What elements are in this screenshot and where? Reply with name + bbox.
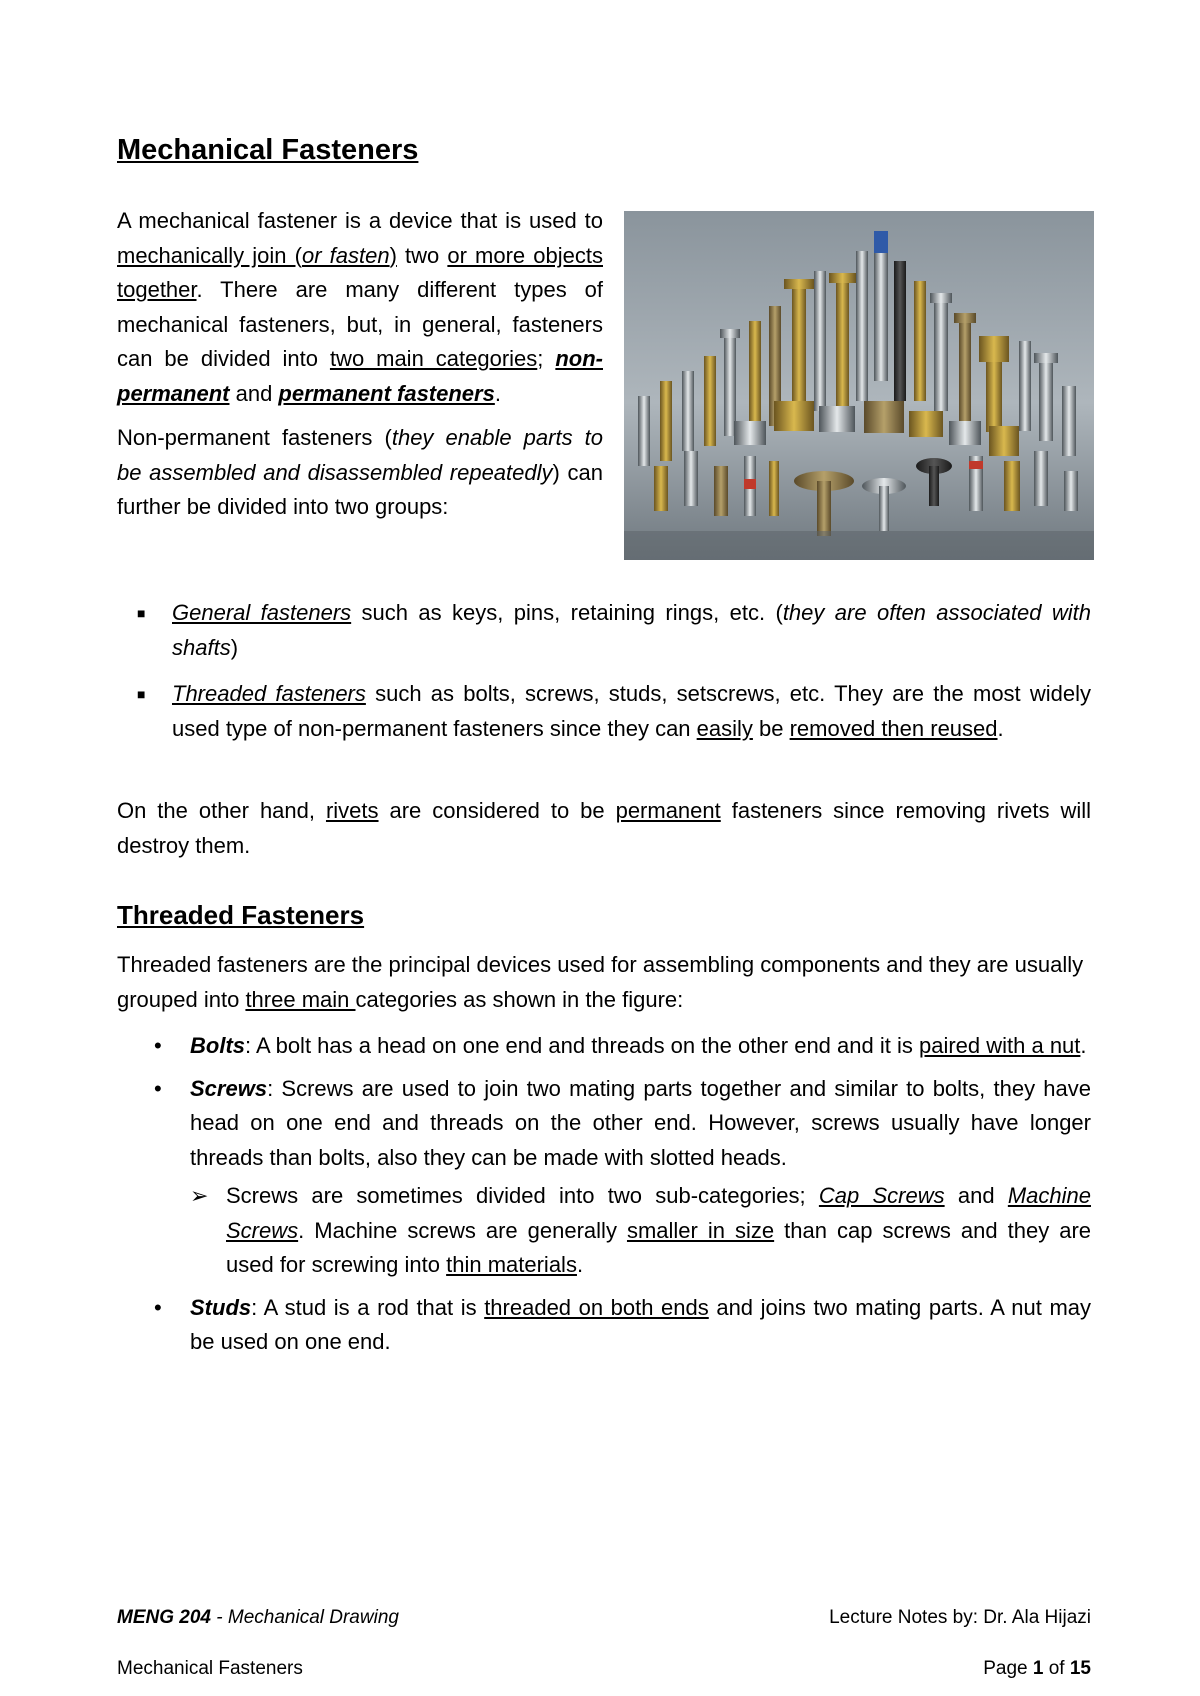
underlined-text: easily bbox=[696, 715, 753, 741]
permanent-term: permanent fasteners bbox=[278, 380, 495, 406]
list-item-screws: • Screws: Screws are used to join two mating parts together and similar to bolts, they have head on one end and threads on the other end. However, screws usually have longer threads than bolts, also they can be made with slotted heads. ➢ Screws are sometimes divided into two sub-categories; Cap Screws and Machine Screws. Machine screws are generally smaller in size than cap screws and they are used for screwing into thin materials. bbox=[117, 1072, 1091, 1283]
underlined-text: threaded on both ends bbox=[484, 1294, 709, 1320]
text-run: ) can further be divided into two groups: bbox=[117, 459, 603, 519]
underlined-text: mechanically join (or fasten) bbox=[117, 242, 397, 268]
underlined-text: or more objects together bbox=[117, 242, 603, 302]
italic-text: they are often associated with shafts bbox=[172, 600, 1091, 660]
text-run: and bbox=[229, 380, 279, 406]
underlined-text: rivets bbox=[325, 798, 379, 823]
underlined-text: paired with a nut bbox=[918, 1033, 1081, 1058]
underlined-text: permanent bbox=[615, 798, 721, 823]
term-studs: Studs bbox=[190, 1294, 252, 1320]
text-run: ; bbox=[537, 346, 556, 371]
text-run: Non-permanent fasteners ( bbox=[117, 425, 392, 450]
underlined-term: General fasteners bbox=[172, 600, 352, 625]
rivets-paragraph: On the other hand, rivets are considered to be permanent fasteners since removing rivets will destroy them. bbox=[117, 798, 1092, 858]
text-run: A mechanical fastener is a device that is used to bbox=[117, 208, 603, 233]
page-title: Mechanical Fasteners bbox=[117, 134, 419, 166]
square-bullet-icon: ■ bbox=[137, 605, 146, 621]
underlined-text: two main categories bbox=[329, 346, 538, 371]
text-run: two bbox=[396, 242, 448, 268]
underlined-text: three main bbox=[245, 986, 356, 1012]
underlined-text: thin materials bbox=[446, 1252, 577, 1277]
text-run: . bbox=[494, 380, 501, 406]
intro-paragraph-1 bbox=[117, 204, 603, 411]
underlined-term: Cap Screws bbox=[818, 1183, 945, 1208]
footer-course: MENG 204 - Mechanical Drawing bbox=[117, 1607, 399, 1628]
page-number: Page 1 of 15 bbox=[983, 1658, 1091, 1679]
underlined-term: Threaded fasteners bbox=[172, 681, 366, 706]
dot-bullet-icon: • bbox=[154, 1075, 162, 1101]
arrow-bullet-icon: ➢ bbox=[190, 1183, 209, 1208]
footer-doc-title: Mechanical Fasteners bbox=[117, 1658, 303, 1679]
term-bolts: Bolts bbox=[190, 1033, 245, 1058]
intro-paragraph-2 bbox=[117, 421, 603, 525]
italic-text: they enable parts to be assembled and disassembled repeatedly bbox=[117, 425, 603, 485]
text-run: . There are many different types of mechanical fasteners, but, in general, fasteners can be divided into bbox=[117, 277, 603, 371]
list-item: ■ General fasteners such as keys, pins, retaining rings, etc. (they are often associated with shafts) bbox=[117, 596, 1091, 665]
screws-subcategories: ➢ Screws are sometimes divided into two sub-categories; Cap Screws and Machine Screws. Machine screws are generally smaller in size than cap screws and they are used for screwing into thin materials. bbox=[190, 1179, 1091, 1283]
term-screws: Screws bbox=[190, 1075, 268, 1101]
threaded-intro: Threaded fasteners are the principal devices used for assembling components and they are usually grouped into three main categories as shown in the figure: bbox=[117, 952, 1084, 1012]
fastener-groups-list bbox=[117, 596, 1091, 758]
underlined-text: removed then reused bbox=[789, 715, 998, 741]
underlined-text: smaller in size bbox=[626, 1217, 775, 1243]
section-heading-threaded-fasteners: Threaded Fasteners bbox=[117, 900, 365, 930]
document-page bbox=[117, 0, 1091, 1696]
intro-text bbox=[117, 204, 603, 535]
threaded-fasteners-section bbox=[117, 948, 1091, 1368]
list-item-bolts: • Bolts: A bolt has a head on one end and threads on the other end and it is paired with a nut. bbox=[117, 1029, 1091, 1064]
list-item-studs: • Studs: A stud is a rod that is threaded on both ends and joins two mating parts. A nut may be used on one end. bbox=[117, 1291, 1091, 1360]
non-permanent-term: non-permanent bbox=[117, 346, 603, 406]
fasteners-photo bbox=[624, 211, 1094, 560]
dot-bullet-icon: • bbox=[154, 1294, 162, 1320]
dot-bullet-icon: • bbox=[154, 1033, 162, 1058]
square-bullet-icon: ■ bbox=[137, 686, 146, 702]
underlined-term: Machine Screws bbox=[226, 1183, 1091, 1243]
list-item: ■ Threaded fasteners such as bolts, screws, studs, setscrews, etc. They are the most widely used type of non-permanent fasteners since they can easily be removed then reused. bbox=[117, 677, 1091, 746]
footer-lecturer: Lecture Notes by: Dr. Ala Hijazi bbox=[829, 1607, 1091, 1628]
